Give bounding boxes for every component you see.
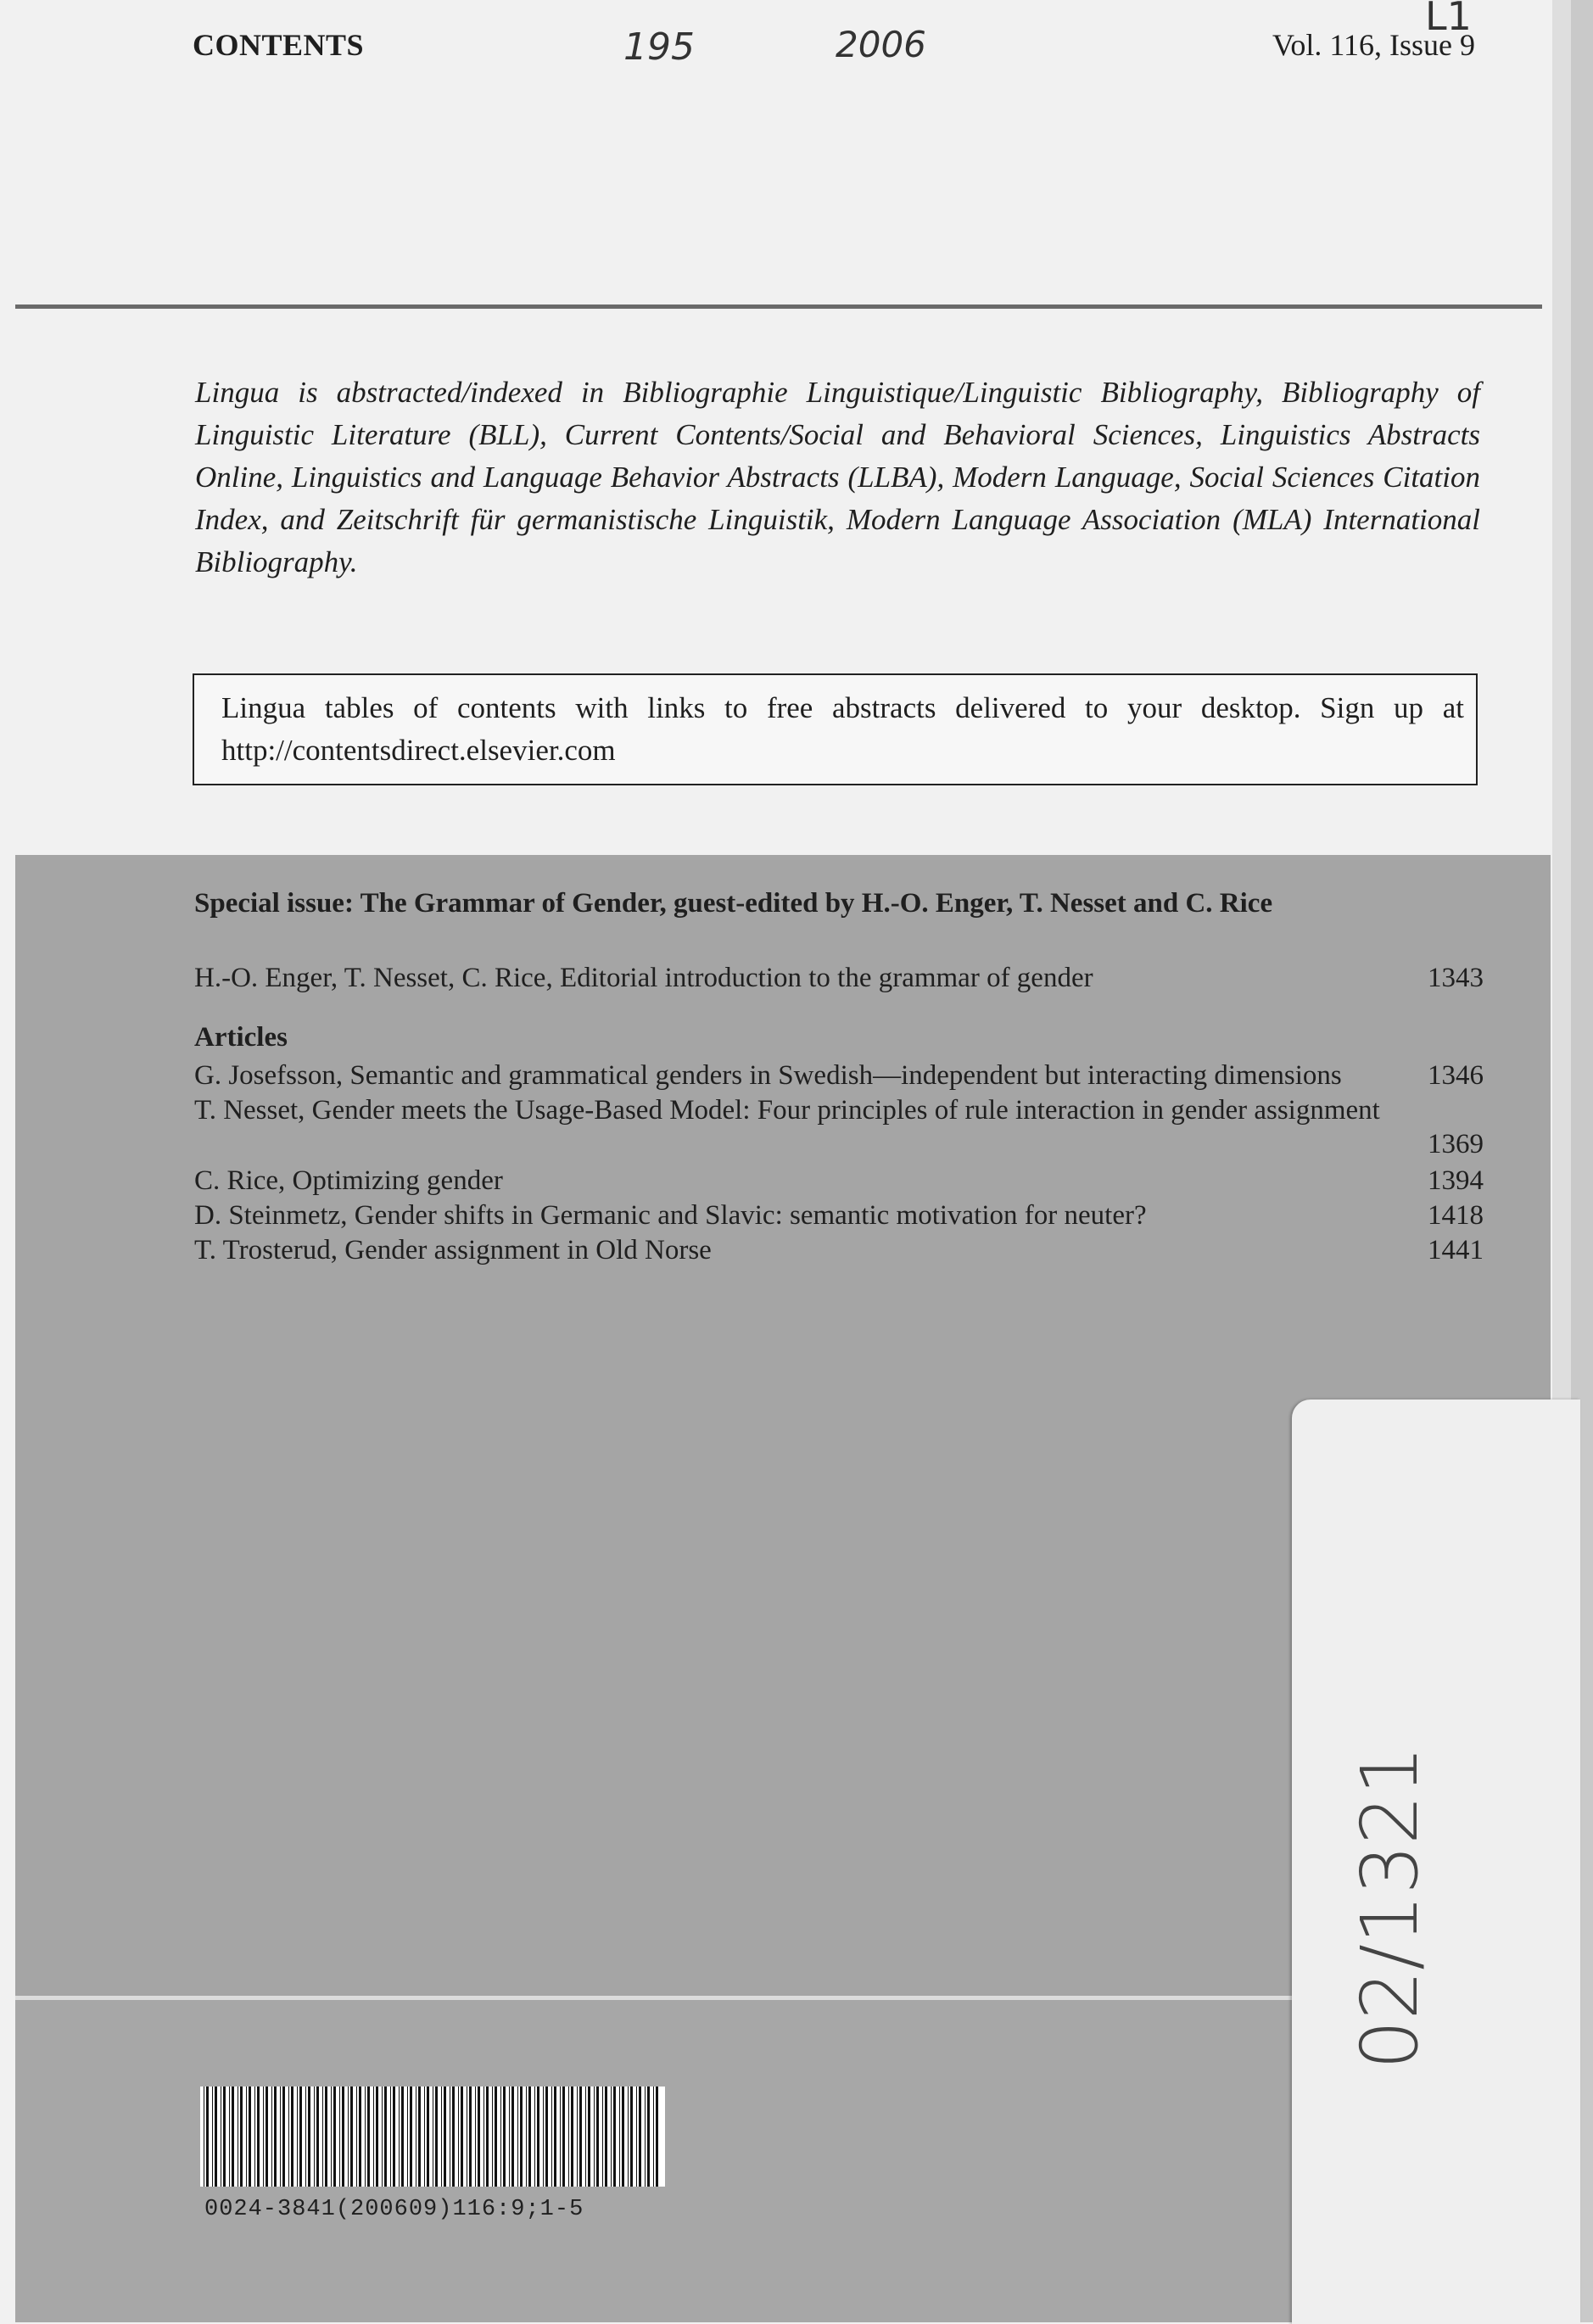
- handwritten-note: 195: [623, 25, 695, 69]
- signup-box: Lingua tables of contents with links to free abstracts delivered to your desktop. Sign up at http://contentsdirect.elsevier.com: [193, 673, 1478, 785]
- barcode-bar: [232, 2087, 234, 2187]
- barcode-bar: [545, 2087, 548, 2187]
- toc-title: C. Rice, Optimizing gender: [194, 1165, 503, 1196]
- toc-page: 1441: [1428, 1235, 1484, 1265]
- articles-heading: Articles: [194, 1022, 288, 1053]
- barcode-bar: [594, 2087, 595, 2187]
- barcode-bar: [543, 2087, 544, 2187]
- toc-page: 1394: [1428, 1165, 1484, 1196]
- toc-entry-editorial: [194, 961, 1484, 995]
- barcode-bar: [551, 2087, 552, 2187]
- barcode-bar: [478, 2087, 480, 2187]
- barcode-bar: [611, 2087, 612, 2187]
- barcode-bar: [291, 2087, 293, 2187]
- barcode-bar: [571, 2087, 573, 2187]
- barcode-bar: [534, 2087, 535, 2187]
- barcode-bar: [305, 2087, 306, 2187]
- barcode-bar: [458, 2087, 459, 2187]
- toc-title: H.-O. Enger, T. Nesset, C. Rice, Editorial introduction to the grammar of gender: [194, 963, 1093, 993]
- barcode-bar: [568, 2087, 569, 2187]
- barcode-bar: [511, 2087, 514, 2187]
- barcode-bar: [554, 2087, 556, 2187]
- barcode-bar: [373, 2087, 374, 2187]
- barcode-bar: [266, 2087, 268, 2187]
- handwritten-year: 2006: [836, 24, 926, 65]
- barcode-bar: [461, 2087, 463, 2187]
- barcode-bar: [297, 2087, 298, 2187]
- barcode-bar: [325, 2087, 327, 2187]
- barcode-bar: [452, 2087, 455, 2187]
- barcode-bar: [254, 2087, 255, 2187]
- barcode-bar: [359, 2087, 361, 2187]
- toc-page: 1346: [1428, 1060, 1484, 1091]
- barcode-bar: [316, 2087, 319, 2187]
- barcode-bar: [562, 2087, 565, 2187]
- barcode-bar: [577, 2087, 578, 2187]
- barcode-bar: [299, 2087, 302, 2187]
- barcode-bar: [339, 2087, 340, 2187]
- barcode-bar: [441, 2087, 442, 2187]
- barcode-bar: [240, 2087, 243, 2187]
- toc-title: T. Trosterud, Gender assignment in Old Norse: [194, 1235, 712, 1265]
- barcode-bar: [656, 2087, 658, 2187]
- barcode-bar: [367, 2087, 370, 2187]
- barcode-bar: [407, 2087, 408, 2187]
- barcode-bar: [215, 2087, 217, 2187]
- barcode-bar: [639, 2087, 641, 2187]
- library-label: [1292, 1399, 1580, 2324]
- volume-issue: Vol. 116, Issue 9: [1272, 28, 1476, 62]
- barcode-bar: [401, 2087, 404, 2187]
- barcode-bar: [630, 2087, 633, 2187]
- barcode-bar: [560, 2087, 561, 2187]
- barcode-bar: [486, 2087, 489, 2187]
- barcode-bar: [223, 2087, 226, 2187]
- barcode-bar: [271, 2087, 272, 2187]
- barcode-bar: [348, 2087, 349, 2187]
- barcode-bar: [517, 2087, 518, 2187]
- barcode-bar: [322, 2087, 323, 2187]
- barcode-bar: [427, 2087, 429, 2187]
- special-issue-title: Special issue: The Grammar of Gender, guest-edited by H.-O. Enger, T. Nesset and C. Rice: [194, 888, 1273, 919]
- barcode-bar: [257, 2087, 260, 2187]
- barcode-bar: [619, 2087, 620, 2187]
- toc-title: D. Steinmetz, Gender shifts in Germanic and Slavic: semantic motivation for neuter?: [194, 1200, 1147, 1231]
- barcode-bar: [537, 2087, 539, 2187]
- barcode-bar: [645, 2087, 646, 2187]
- barcode-bar: [418, 2087, 421, 2187]
- barcode-bar: [356, 2087, 357, 2187]
- barcode-bar: [647, 2087, 650, 2187]
- barcode-bar: [602, 2087, 603, 2187]
- barcode-bar: [333, 2087, 336, 2187]
- barcode-bar: [520, 2087, 523, 2187]
- toc-title: G. Josefsson, Semantic and grammatical genders in Swedish—independent but interacting dimensions: [194, 1060, 1342, 1091]
- barcode-bar: [350, 2087, 353, 2187]
- barcode: [200, 2087, 665, 2187]
- barcode-bar: [475, 2087, 476, 2187]
- handwritten-mark: L1: [1425, 0, 1472, 39]
- toc-entry: [194, 1059, 1484, 1092]
- indexing-note: Lingua is abstracted/indexed in Bibliographie Linguistique/Linguistic Bibliography, Bibliography of Linguistic Literature (BLL), Current Contents/Social and Behavioral Sciences, Linguistics Abstracts Online, Linguistics and Language Behavior Abstracts (LLBA), Modern Language, Social Sciences Citation Index, and Zeitschrift für germanistische Linguistik, Modern Language Association (MLA) International Bibliography.: [195, 376, 1480, 578]
- toc-page: 1343: [1428, 963, 1484, 993]
- barcode-bar: [469, 2087, 472, 2187]
- toc-page: 1418: [1428, 1200, 1484, 1231]
- barcode-bar: [483, 2087, 484, 2187]
- barcode-bar: [585, 2087, 586, 2187]
- barcode-bar: [399, 2087, 400, 2187]
- barcode-bar: [288, 2087, 289, 2187]
- barcode-bar: [263, 2087, 264, 2187]
- barcode-bar: [390, 2087, 391, 2187]
- barcode-bar: [528, 2087, 531, 2187]
- barcode-bar: [424, 2087, 425, 2187]
- divider: [15, 304, 1542, 309]
- barcode-bar: [206, 2087, 209, 2187]
- barcode-bar: [495, 2087, 497, 2187]
- barcode-bar: [503, 2087, 506, 2187]
- barcode-bar: [331, 2087, 332, 2187]
- barcode-bar: [376, 2087, 378, 2187]
- barcode-bar: [410, 2087, 412, 2187]
- toc-entry: [194, 1233, 1484, 1267]
- barcode-bar: [393, 2087, 395, 2187]
- barcode-bar: [653, 2087, 654, 2187]
- barcode-bar: [596, 2087, 599, 2187]
- barcode-bar: [308, 2087, 310, 2187]
- barcode-bar: [526, 2087, 527, 2187]
- label-handwritten-code: 02/1321: [1344, 1745, 1435, 2070]
- barcode-bar: [500, 2087, 501, 2187]
- barcode-bar: [314, 2087, 315, 2187]
- barcode-bar: [274, 2087, 277, 2187]
- toc-page: 1369: [1428, 1129, 1484, 1159]
- barcode-bar: [613, 2087, 616, 2187]
- barcode-bar: [628, 2087, 629, 2187]
- barcode-bar: [384, 2087, 387, 2187]
- barcode-bar: [246, 2087, 247, 2187]
- barcode-bar: [444, 2087, 446, 2187]
- barcode-bar: [365, 2087, 366, 2187]
- barcode-bar: [435, 2087, 438, 2187]
- barcode-bar: [605, 2087, 607, 2187]
- barcode-bar: [342, 2087, 344, 2187]
- barcode-number: 0024-3841(200609)116:9;1-5: [204, 2197, 584, 2222]
- toc-title: T. Nesset, Gender meets the Usage-Based Model: Four principles of rule interaction in gender assignment: [194, 1095, 1380, 1126]
- barcode-bar: [280, 2087, 281, 2187]
- barcode-bar: [636, 2087, 637, 2187]
- barcode-bar: [492, 2087, 493, 2187]
- barcode-bar: [588, 2087, 590, 2187]
- barcode-bar: [509, 2087, 510, 2187]
- toc-entry: [194, 1164, 1484, 1198]
- contents-heading: CONTENTS: [193, 28, 365, 62]
- barcode-bar: [249, 2087, 251, 2187]
- barcode-bar: [212, 2087, 213, 2187]
- barcode-bar: [282, 2087, 285, 2187]
- toc-entry: [194, 1093, 1484, 1159]
- barcode-bar: [382, 2087, 383, 2187]
- barcode-bar: [579, 2087, 582, 2187]
- barcode-bar: [229, 2087, 230, 2187]
- toc-entry: [194, 1198, 1484, 1232]
- barcode-bar: [622, 2087, 624, 2187]
